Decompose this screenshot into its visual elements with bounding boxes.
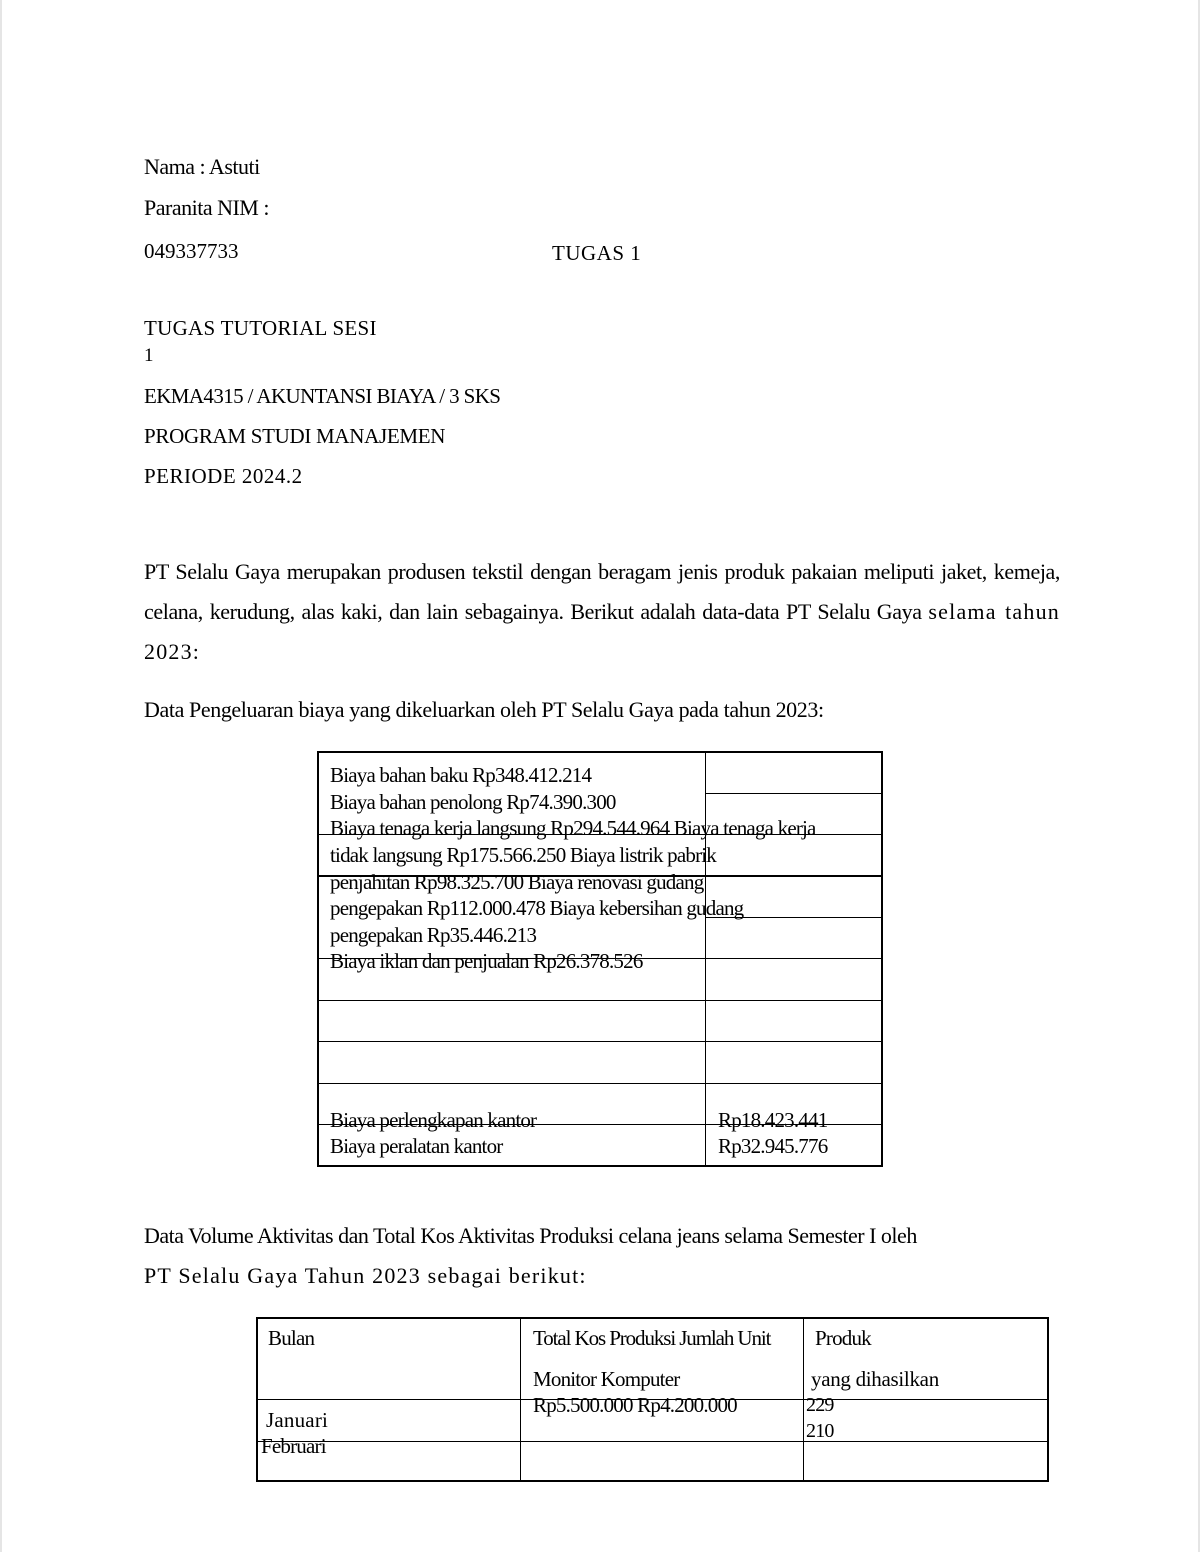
activity-paragraph-main: Data Volume Aktivitas dan Total Kos Aktivitas Produksi celana jeans selama Semester I oleh (144, 1223, 917, 1248)
cost-table-row-line (317, 1000, 882, 1001)
cost-table-border-bottom (317, 1165, 883, 1167)
cost-line: pengepakan Rp112.000.478 Biaya kebersihan gudang (330, 896, 744, 920)
cost-line: pengepakan Rp35.446.213 (330, 923, 537, 947)
header-bulan: Bulan (268, 1326, 315, 1350)
cost-table-row-line (317, 1083, 882, 1084)
cost-line: tidak langsung Rp175.566.250 Biaya listrik pabrik (330, 843, 717, 867)
intro-paragraph (144, 552, 1060, 672)
student-nim: 049337733 (144, 239, 239, 263)
row-februari: Februari (261, 1434, 326, 1458)
row-januari: Januari (266, 1408, 329, 1432)
page-edge-left (0, 0, 2, 1552)
activity-paragraph-tail: PT Selalu Gaya Tahun 2023 sebagai berikut: (144, 1263, 587, 1288)
cost-table-border-right (881, 751, 883, 1167)
header-produk: Produk (815, 1326, 871, 1350)
header-dihasilkan: yang dihasilkan (811, 1367, 939, 1391)
assignment-label: TUGAS 1 (552, 241, 642, 265)
cost-table-column-divider (705, 751, 706, 1167)
period: PERIODE 2024.2 (144, 464, 303, 488)
student-name: Nama : Astuti (144, 154, 260, 179)
cost-row-label: Biaya peralatan kantor (330, 1134, 503, 1158)
cost-row-value: Rp32.945.776 (718, 1134, 828, 1158)
student-paranita-nim: Paranita NIM : (144, 195, 269, 220)
cost-table-row-line (317, 1041, 882, 1042)
cost-line: Biaya iklan dan penjualan Rp26.378.526 (330, 949, 643, 973)
row-unit-1: 229 (806, 1394, 834, 1416)
row-unit-2: 210 (806, 1420, 834, 1442)
cost-data-heading: Data Pengeluaran biaya yang dikeluarkan oleh PT Selalu Gaya pada tahun 2023: (144, 697, 824, 722)
header-total-kos: Total Kos Produksi Jumlah Unit (533, 1326, 771, 1350)
cost-line: Biaya bahan penolong Rp74.390.300 (330, 790, 616, 814)
cost-table-border-top (317, 751, 883, 753)
cost-table-row-line (705, 793, 882, 794)
intro-paragraph-main: PT Selalu Gaya merupakan produsen tekstil dengan beragam jenis produk pakaian meliputi jaket, kemeja, celana, kerudung, alas kaki, dan lain sebagainya. Berikut adalah data-data PT Selalu Gaya (144, 559, 1060, 624)
tutorial-session-number: 1 (144, 345, 154, 366)
activity-table-border-top (256, 1317, 1049, 1319)
cost-table-border-left (317, 751, 319, 1167)
cost-line: penjahitan Rp98.325.700 Biaya renovasi gudang (330, 870, 704, 894)
cost-row-label: Biaya perlengkapan kantor (330, 1108, 537, 1132)
course-code: EKMA4315 / AKUNTANSI BIAYA / 3 SKS (144, 384, 501, 408)
cost-row-value: Rp18.423.441 (718, 1108, 828, 1132)
cost-line: Biaya bahan baku Rp348.412.214 (330, 763, 592, 787)
activity-table-row-line (256, 1441, 1049, 1442)
study-program: PROGRAM STUDI MANAJEMEN (144, 424, 446, 448)
cost-line: Biaya tenaga kerja langsung Rp294.544.964 Biaya tenaga kerja (330, 816, 816, 840)
tutorial-title: TUGAS TUTORIAL SESI (144, 316, 377, 340)
activity-table-border-bottom (256, 1480, 1049, 1482)
intro-paragraph-tail: selama tahun 2023: (144, 599, 1061, 664)
header-monitor: Monitor Komputer (533, 1367, 680, 1391)
row-kos: Rp5.500.000 Rp4.200.000 (533, 1393, 737, 1417)
